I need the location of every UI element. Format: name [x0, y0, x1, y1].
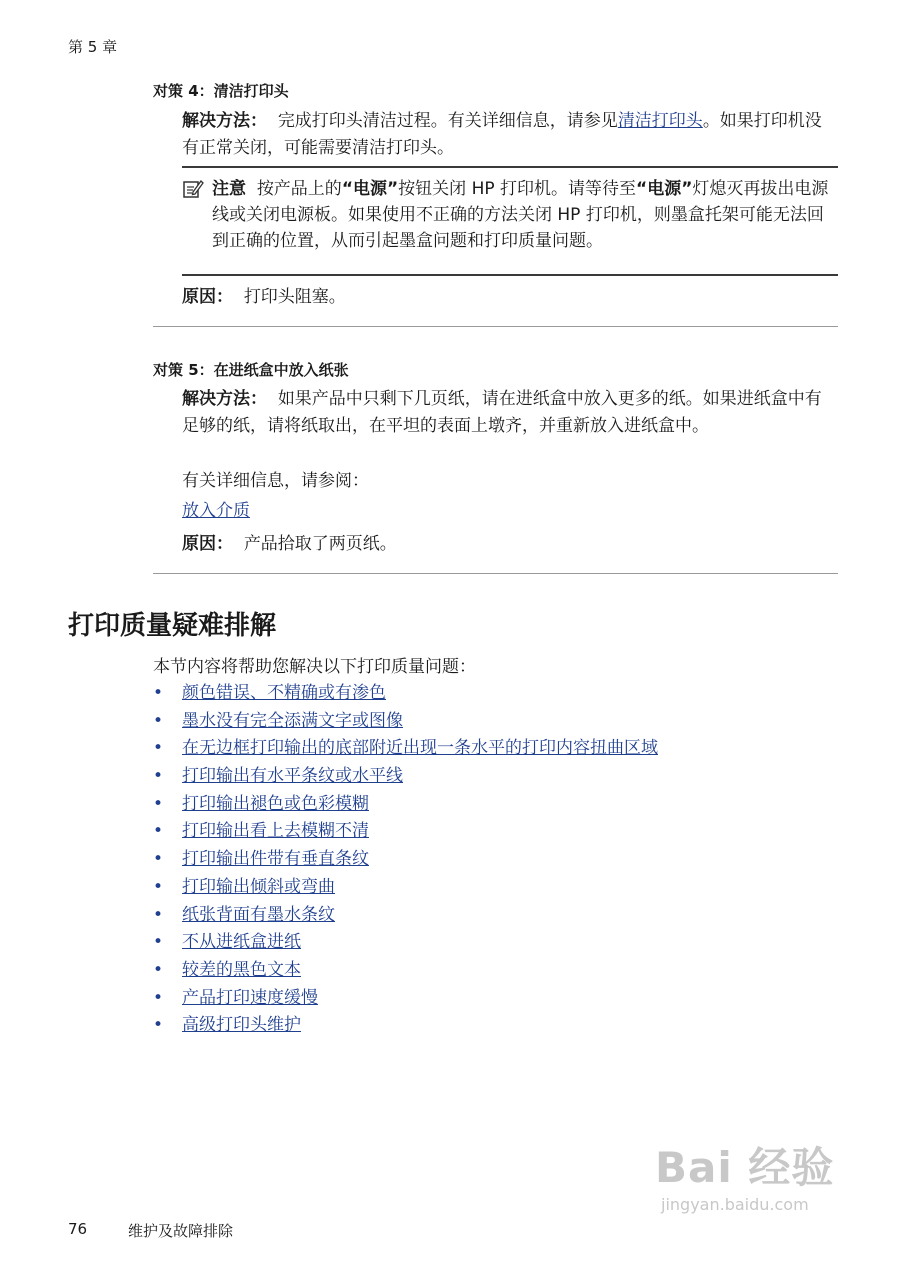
cause-text: 打印头阻塞。: [243, 287, 346, 307]
solution-4-method: [182, 108, 838, 162]
more-info-text: 有关详细信息，请参阅：: [182, 471, 369, 491]
topic-link[interactable]: 颜色错误、不精确或有渗色: [182, 683, 386, 703]
bullet: •: [153, 876, 164, 897]
list-item: [153, 708, 853, 736]
method-text: 完成打印头清洁过程。有关详细信息，请参见: [277, 111, 618, 131]
print-quality-topic-list: [153, 680, 853, 1040]
list-item: [153, 735, 853, 763]
section-intro: 本节内容将帮助您解决以下打印质量问题：: [153, 657, 476, 677]
page-number: 76: [68, 1220, 88, 1238]
power-label-2: “电源”: [636, 179, 693, 199]
watermark-url: jingyan.baidu.com: [661, 1195, 809, 1214]
topic-link[interactable]: 打印输出件带有垂直条纹: [182, 849, 369, 870]
divider: [153, 326, 838, 327]
footer-section-name: 维护及故障排除: [128, 1222, 234, 1240]
topic-link[interactable]: 墨水没有完全添满文字或图像: [182, 710, 403, 731]
cause-text: 产品拾取了两页纸。: [243, 534, 397, 554]
note-bottom-rule: [182, 274, 838, 276]
solution-4-heading: 对策 4：清洁打印头: [153, 82, 289, 100]
power-label-1: “电源”: [341, 179, 399, 199]
topic-link[interactable]: 打印输出有水平条纹或水平线: [182, 766, 403, 787]
list-item: [153, 929, 853, 957]
method-text: 如果产品中只剩下几页纸，请在进纸盒中放入更多的纸。如果进纸盒中有足够的纸，请将纸取出，在平坦的表面上墩齐，并重新放入进纸盒中。: [182, 389, 822, 436]
load-media-link[interactable]: 放入介质: [182, 501, 250, 521]
bullet: •: [153, 766, 164, 787]
chapter-label: 第 5 章: [68, 38, 118, 56]
divider: [153, 573, 838, 574]
bullet: •: [153, 932, 164, 953]
bullet: •: [153, 959, 164, 980]
list-item: [153, 985, 853, 1013]
topic-link[interactable]: 较差的黑色文本: [182, 959, 301, 980]
note-text-3: 灯熄灭再拔出电源线或关闭电源板。如果使用不正确的方法关闭 HP 打印机，则墨盒托架可能无法回到正确的位置，从而引起墨盒问题和打印质量问题。: [212, 179, 829, 251]
solution-5-heading: 对策 5：在进纸盒中放入纸张: [153, 361, 349, 379]
bullet: •: [153, 793, 164, 814]
topic-link[interactable]: 产品打印速度缓慢: [182, 987, 318, 1008]
note-box: [182, 176, 838, 254]
list-item: [153, 902, 853, 930]
method-text-2: 。如果打印机没有正常关闭，可能需要清洁打印头。: [182, 111, 822, 158]
note-label: 注意: [212, 179, 246, 199]
clean-printhead-link[interactable]: 清洁打印头: [617, 111, 703, 131]
note-top-rule: [182, 166, 838, 168]
note-text-2: 按钮关闭 HP 打印机。请等待至: [398, 179, 637, 199]
topic-link[interactable]: 纸张背面有墨水条纹: [182, 904, 335, 925]
method-label: 解决方法：: [182, 389, 267, 409]
topic-link[interactable]: 打印输出看上去模糊不清: [182, 821, 369, 842]
list-item: [153, 1012, 853, 1040]
cause-label: 原因：: [182, 534, 233, 554]
watermark-brand: Bai 经验: [655, 1143, 835, 1192]
list-item: [153, 763, 853, 791]
bullet: •: [153, 710, 164, 731]
list-item: [153, 791, 853, 819]
load-media-link-wrap: [182, 498, 838, 525]
topic-link[interactable]: 打印输出褪色或色彩模糊: [182, 793, 369, 814]
list-item: [153, 680, 853, 708]
bullet: •: [153, 821, 164, 842]
list-item: [153, 846, 853, 874]
topic-link[interactable]: 不从进纸盒进纸: [182, 932, 301, 953]
method-label: 解决方法：: [182, 111, 267, 131]
cause-label: 原因：: [182, 287, 233, 307]
solution-5-cause: [182, 531, 838, 558]
list-item: [153, 874, 853, 902]
topic-link[interactable]: 高级打印头维护: [182, 1015, 301, 1036]
bullet: •: [153, 683, 164, 703]
baidu-jingyan-watermark: [655, 1135, 895, 1235]
note-text-1: 按产品上的: [256, 179, 342, 199]
list-item: [153, 957, 853, 985]
note-pencil-icon: [182, 178, 204, 200]
bullet: •: [153, 987, 164, 1008]
solution-5-method: [182, 386, 838, 440]
bullet: •: [153, 904, 164, 925]
list-item: [153, 818, 853, 846]
bullet: •: [153, 738, 164, 759]
bullet: •: [153, 849, 164, 870]
bullet: •: [153, 1015, 164, 1036]
section-title: 打印质量疑难排解: [68, 611, 277, 641]
solution-4-cause: [182, 284, 838, 311]
topic-link[interactable]: 在无边框打印输出的底部附近出现一条水平的打印内容扭曲区域: [182, 738, 658, 759]
topic-link[interactable]: 打印输出倾斜或弯曲: [182, 876, 335, 897]
